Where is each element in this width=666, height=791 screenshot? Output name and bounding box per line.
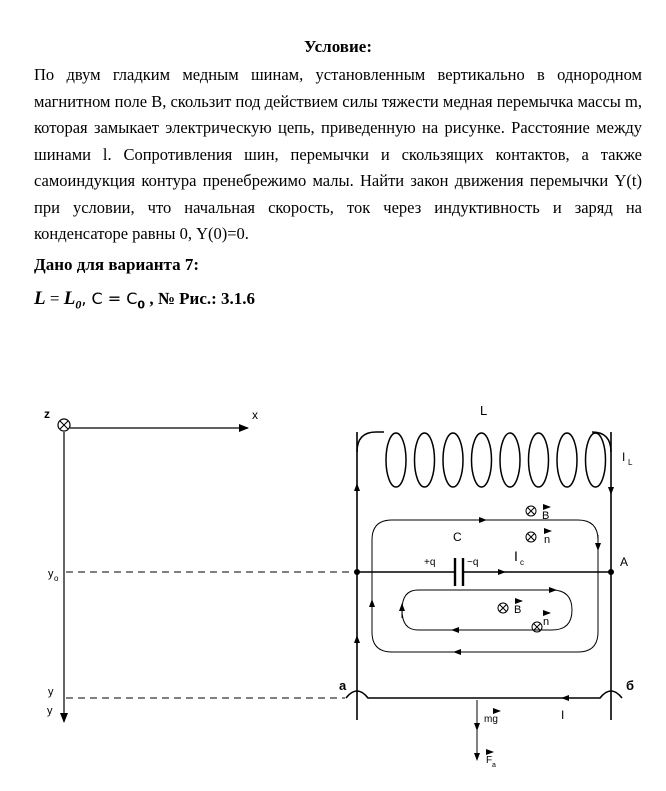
problem-text: По двум гладким медным шинам, установленным вертикально в однородном магнитном поле B, скользит под действием силы тяжести медная перемычка массы m, которая замыкает электрическую цепь, приведенную на рисунке. Расстояние между шинами l. Сопротивления шин, перемычки и скользящих контактов, а также самоиндукция контура пренебрежимо малы. Найти закон движения перемычки Y(t) при условии, что начальная скорость, ток через индуктивность и заряд на конденсаторе равны 0, Y(0)=0. <box>34 65 642 243</box>
coil-turn <box>557 433 577 487</box>
normal-n-label: n <box>543 616 550 628</box>
bar-current-label: I <box>561 708 565 722</box>
contact-b-label: б <box>626 678 635 693</box>
node-A-label: A <box>620 555 629 569</box>
figure-reference: , № Рис.: 3.1.6 <box>145 288 256 308</box>
inductor-coil <box>357 403 633 487</box>
problem-statement <box>34 34 642 318</box>
param-C-equals: = <box>102 288 127 308</box>
coil-turn <box>415 433 435 487</box>
field-markers <box>498 506 551 632</box>
circuit-figure <box>0 380 666 791</box>
capacitor-current-subscript: c <box>520 558 524 567</box>
sliding-bar <box>339 678 634 769</box>
plus-q-label: +q <box>424 557 436 568</box>
node-left-y0 <box>354 569 360 575</box>
contact-a-label: а <box>339 678 347 693</box>
param-C-symbol: C <box>91 288 103 308</box>
axis-z-label: z <box>44 407 50 421</box>
field-B-label: B <box>514 604 522 616</box>
parameters-line <box>34 286 642 318</box>
capacitor-current-label: I <box>514 548 518 564</box>
minus-q-label: −q <box>467 557 479 568</box>
y0-subscript: o <box>54 574 59 583</box>
inductor-label: L <box>480 403 488 418</box>
coil-turn <box>586 433 606 487</box>
coil-turn <box>529 433 549 487</box>
coil-turn <box>386 433 406 487</box>
node-A <box>608 569 614 575</box>
y-label: y <box>48 686 54 698</box>
param-L-equals: = <box>45 288 64 308</box>
section-heading: Условие: <box>304 37 372 56</box>
capacitor-label: C <box>453 530 462 544</box>
param-L-symbol: L <box>34 287 46 309</box>
outer-current-loop <box>372 520 598 652</box>
param-L0-subscript: 0 <box>75 296 82 311</box>
param-C0-symbol: C <box>126 288 138 308</box>
normal-n-label: n <box>544 534 551 546</box>
coordinate-axes <box>44 407 356 722</box>
param-separator: , <box>81 288 92 308</box>
coil-turn <box>500 433 520 487</box>
gravity-label: mg <box>484 714 498 725</box>
y0-label: y <box>48 568 54 580</box>
capacitor-branch <box>354 530 628 586</box>
axis-x-label: x <box>252 408 258 422</box>
given-title: Дано для варианта 7: <box>34 254 200 274</box>
force-label: F <box>486 755 493 766</box>
rails <box>357 432 611 720</box>
force-subscript: a <box>492 762 496 769</box>
inductor-current-subscript: L <box>628 458 633 467</box>
coil-turn <box>472 433 492 487</box>
inductor-current-label: I <box>622 450 626 464</box>
y-axis-label: y <box>47 705 53 717</box>
coil-turn <box>443 433 463 487</box>
param-C0-subscript: 0 <box>137 297 146 311</box>
param-L0-symbol: L <box>63 287 76 309</box>
field-B-label: B <box>542 510 550 522</box>
